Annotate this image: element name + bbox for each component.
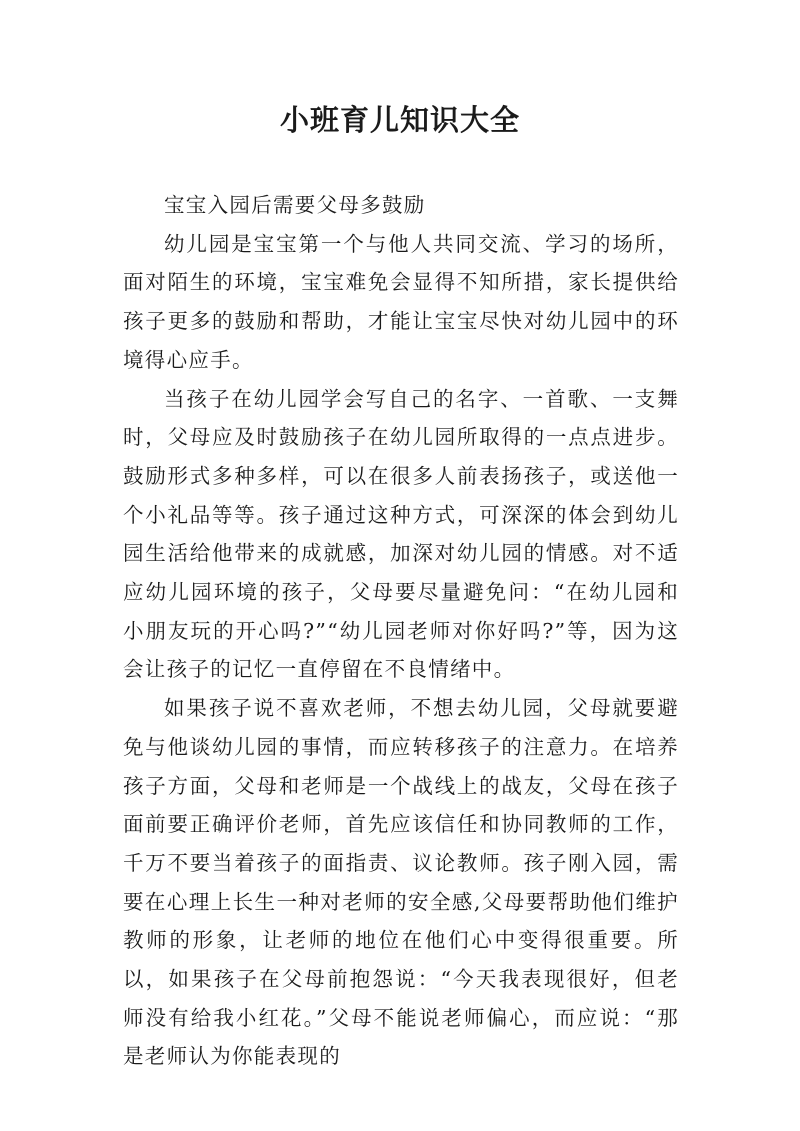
- paragraph-2: 当孩子在幼儿园学会写自己的名字、一首歌、一支舞时，父母应及时鼓励孩子在幼儿园所取得的一点点进步。鼓励形式多种多样，可以在很多人前表扬孩子，或送他一个小礼品等等。孩子通过这种方式，可深深的体会到幼儿园生活给他带来的成就感，加深对幼儿园的情感。对不适应幼儿园环境的孩子，父母要尽量避免问：“在幼儿园和小朋友玩的开心吗?”“幼儿园老师对你好吗?”等，因为这会让孩子的记忆一直停留在不良情绪中。: [123, 386, 679, 682]
- section-subheading: 宝宝入园后需要父母多鼓励: [164, 193, 426, 217]
- document-body: [123, 186, 679, 1076]
- page-title: 小班育儿知识大全: [279, 103, 520, 137]
- paragraph-3: 如果孩子说不喜欢老师，不想去幼儿园，父母就要避免与他谈幼儿园的事情，而应转移孩子的注意力。在培养孩子方面，父母和老师是一个战线上的战友，父母在孩子面前要正确评价老师，首先应该信任和协同教师的工作，千万不要当着孩子的面指责、议论教师。孩子刚入园，需要在心理上长生一种对老师的安全感,父母要帮助他们维护教师的形象，让老师的地位在他们心中变得很重要。所以，如果孩子在父母前抱怨说：“今天我表现很好，但老师没有给我小红花。”父母不能说老师偏心，而应说：“那是老师认为你能表现的: [123, 696, 679, 1069]
- paragraph-1: 幼儿园是宝宝第一个与他人共同交流、学习的场所，面对陌生的环境，宝宝难免会显得不知所措，家长提供给孩子更多的鼓励和帮助，才能让宝宝尽快对幼儿园中的环境得心应手。: [123, 231, 679, 372]
